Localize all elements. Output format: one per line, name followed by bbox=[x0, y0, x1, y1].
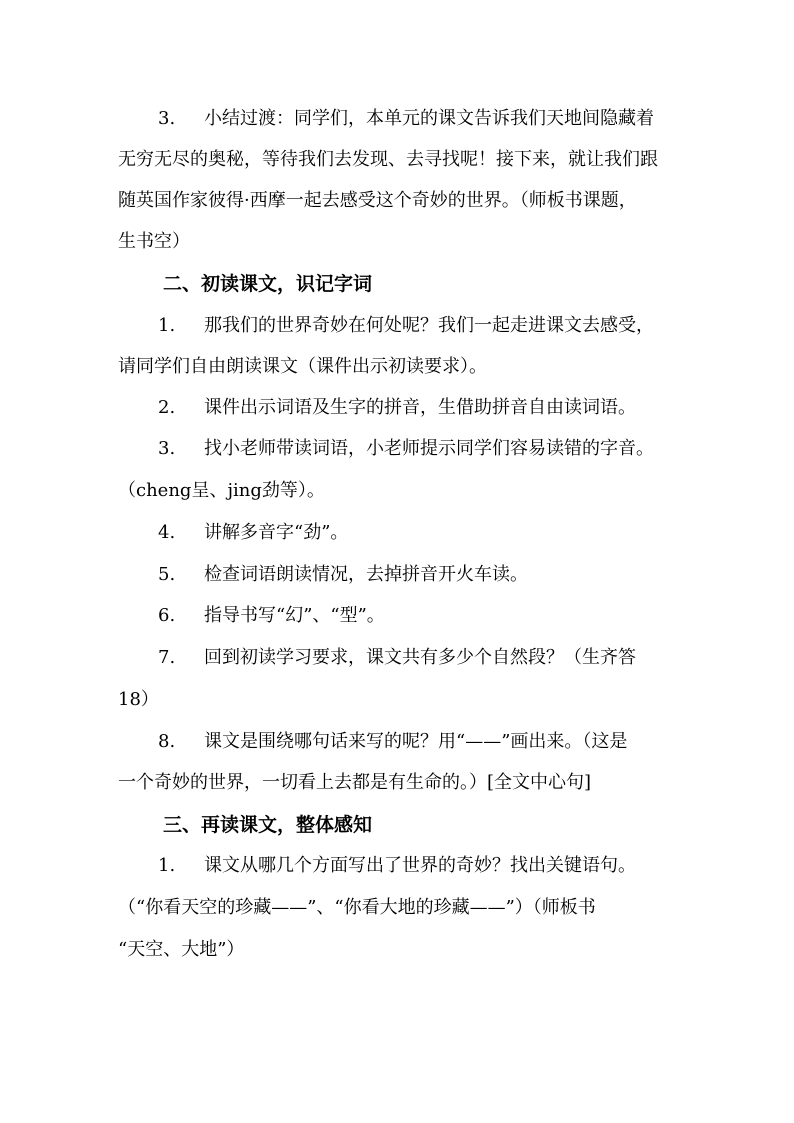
paragraph-text: 讲解多音字“劲”。 bbox=[204, 522, 349, 543]
paragraph-text: 课文是围绕哪句话来写的呢？用“——”画出来。（这是 bbox=[204, 731, 628, 752]
paragraph-line bbox=[158, 436, 654, 462]
item-number: 3. bbox=[158, 108, 176, 129]
item-number: 4. bbox=[158, 522, 176, 543]
paragraph-line bbox=[158, 729, 627, 755]
item-number: 5. bbox=[158, 564, 176, 585]
paragraph-text: 课文从哪几个方面写出了世界的奇妙？找出关键语句。 bbox=[204, 855, 636, 876]
item-number: 8. bbox=[158, 731, 176, 752]
paragraph-line bbox=[158, 395, 636, 421]
paragraph-line: 一个奇妙的世界，一切看上去都是有生命的。）[全文中心句] bbox=[118, 772, 592, 793]
paragraph-line: 18） bbox=[118, 689, 159, 710]
section-heading: 二、初读课文，识记字词 bbox=[163, 273, 373, 295]
paragraph-text: 小结过渡：同学们，本单元的课文告诉我们天地间隐藏着 bbox=[204, 108, 654, 129]
paragraph-line: 请同学们自由朗读课文（课件出示初读要求）。 bbox=[118, 356, 487, 377]
paragraph-text: 课件出示词语及生字的拼音，生借助拼音自由读词语。 bbox=[204, 397, 636, 418]
item-number: 3. bbox=[158, 438, 176, 459]
item-number: 6. bbox=[158, 605, 176, 626]
paragraph-line bbox=[158, 520, 348, 546]
paragraph-line: 无穷无尽的奥秘，等待我们去发现、去寻找呢！接下来，就让我们跟 bbox=[118, 149, 658, 170]
paragraph-line bbox=[158, 106, 654, 132]
paragraph-line bbox=[158, 853, 636, 879]
paragraph-line: （“你看天空的珍藏——”、“你看大地的珍藏——”）（师板书 bbox=[118, 897, 596, 918]
section-heading: 三、再读课文，整体感知 bbox=[163, 814, 373, 836]
paragraph-text: 那我们的世界奇妙在何处呢？我们一起走进课文去感受， bbox=[204, 315, 654, 336]
paragraph-text: 回到初读学习要求，课文共有多少个自然段？（生齐答 bbox=[204, 647, 636, 668]
paragraph-line bbox=[158, 562, 528, 588]
item-number: 7. bbox=[158, 647, 176, 668]
item-number: 2. bbox=[158, 397, 176, 418]
paragraph-line bbox=[158, 645, 636, 671]
paragraph-line bbox=[158, 313, 654, 339]
paragraph-line: （cheng呈、jing劲等）。 bbox=[118, 480, 325, 501]
paragraph-line: “天空、大地”） bbox=[118, 939, 245, 960]
paragraph-line: 生书空） bbox=[118, 231, 190, 252]
item-number: 1. bbox=[158, 855, 176, 876]
paragraph-text: 检查词语朗读情况，去掉拼音开火车读。 bbox=[204, 564, 528, 585]
paragraph-line: 随英国作家彼得·西摩一起去感受这个奇妙的世界。（师板书课题， bbox=[118, 190, 637, 211]
paragraph-text: 找小老师带读词语，小老师提示同学们容易读错的字音。 bbox=[204, 438, 654, 459]
paragraph-text: 指导书写“幻”、“型”。 bbox=[204, 605, 385, 626]
paragraph-line bbox=[158, 603, 385, 629]
item-number: 1. bbox=[158, 315, 176, 336]
